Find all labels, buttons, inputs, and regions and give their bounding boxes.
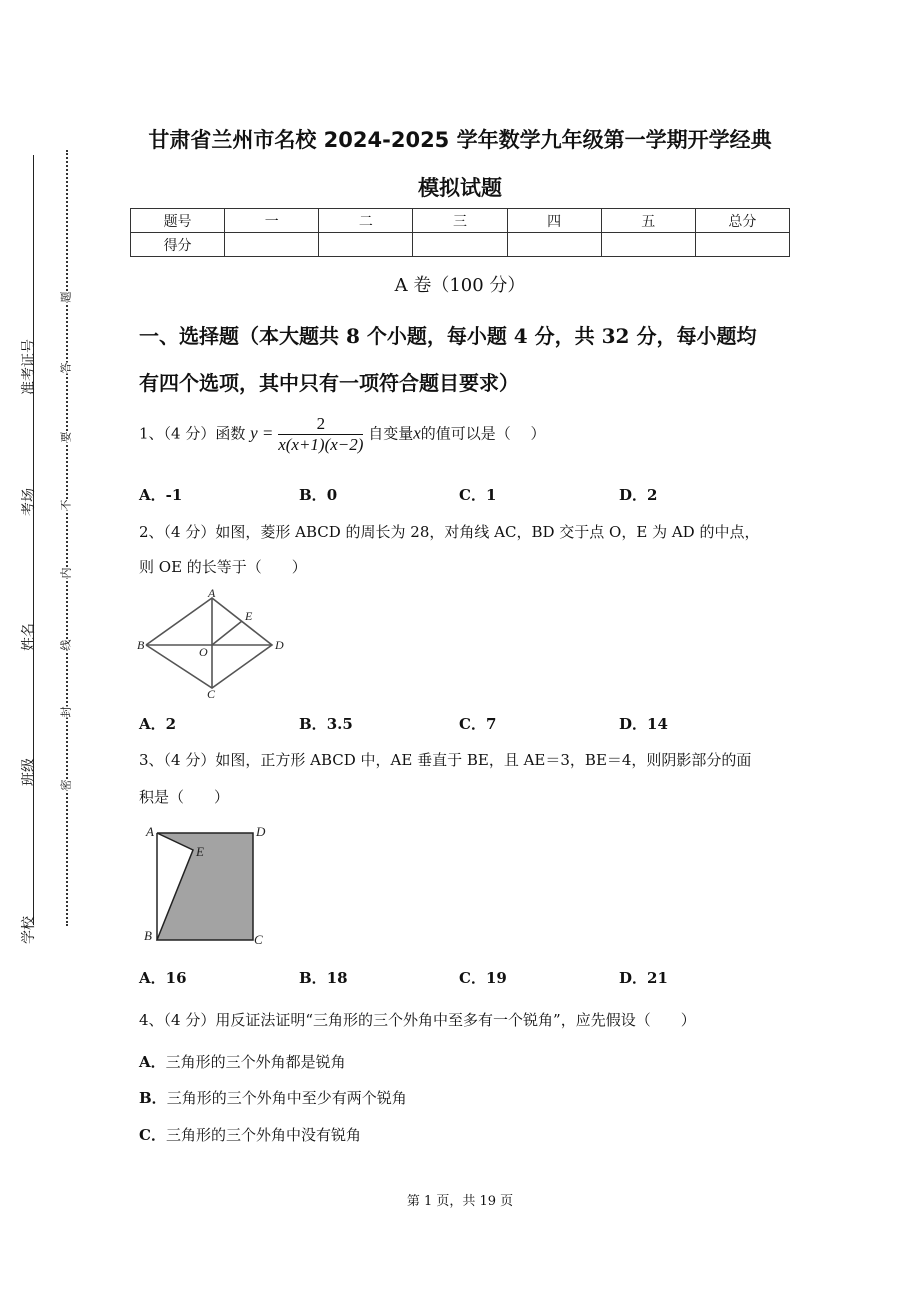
option-b: B．18 [299, 969, 348, 987]
label-d: D [275, 638, 284, 652]
question-3: 3、（4 分）如图，正方形 ABCD 中，AE 垂直于 BE，且 AE＝3，BE＝4，则阴影部分的面 [139, 751, 752, 769]
option-c: C．三角形的三个外角中没有锐角 [139, 1126, 361, 1144]
option-c: C．1 [459, 486, 497, 504]
shaded-region [157, 833, 253, 940]
page-footer: 第 1 页，共 19 页 [406, 1194, 514, 1209]
label-e: E [245, 609, 253, 623]
table-cell: 得分 [131, 233, 225, 257]
label-b: B [137, 638, 145, 652]
formula-y: y = [250, 423, 274, 443]
option-b: B．三角形的三个外角中至少有两个锐角 [139, 1089, 407, 1107]
formula-fraction [278, 414, 363, 455]
table-header-cell: 四 [507, 209, 601, 233]
seal-char: 答 [59, 362, 73, 374]
option-d: D．14 [619, 715, 668, 733]
field-class: 班级 [21, 758, 37, 786]
option-a: A．16 [139, 969, 187, 987]
table-header-cell: 题号 [131, 209, 225, 233]
option-a: A．三角形的三个外角都是锐角 [139, 1053, 346, 1071]
table-header-cell: 三 [413, 209, 507, 233]
seal-char: 内 [59, 567, 73, 579]
table-header-cell: 二 [319, 209, 413, 233]
table-cell [225, 233, 319, 257]
label-a: A [146, 824, 154, 839]
option-d: D．21 [619, 969, 668, 987]
seal-char: 线 [59, 639, 73, 651]
seal-char: 封 [59, 706, 73, 718]
option-c: C．7 [459, 715, 497, 733]
field-ticket-number: 准考证号 [21, 339, 37, 395]
question-3-line2: 积是（ ） [139, 788, 230, 806]
label-e: E [196, 844, 204, 859]
rhombus-outline [146, 598, 272, 688]
table-cell [695, 233, 789, 257]
question-text: 1、（4 分）函数 [139, 424, 246, 443]
square-figure [140, 820, 270, 950]
table-header-cell: 总分 [695, 209, 789, 233]
field-school: 学校 [21, 916, 37, 944]
option-d: D．2 [619, 486, 658, 504]
seal-char: 密 [59, 779, 73, 791]
label-c: C [254, 932, 263, 947]
question-text: 自变量 [368, 424, 414, 443]
question-2-line2: 则 OE 的长等于（ ） [139, 558, 307, 576]
fraction-denominator: x(x+1)(x−2) [278, 435, 364, 454]
page-title: 甘肃省兰州市名校 2024-2025 学年数学九年级第一学期开学经典 [148, 128, 772, 152]
seal-char: 不 [59, 499, 73, 511]
option-a: A．-1 [139, 486, 183, 504]
page-title-line2: 模拟试题 [418, 176, 502, 200]
formula-x: x [413, 423, 421, 443]
option-b: B．0 [299, 486, 338, 504]
label-d: D [256, 824, 266, 839]
seal-dotted-line [66, 150, 68, 926]
seal-char: 要 [59, 431, 73, 443]
seal-char: 题 [59, 291, 73, 303]
question-1 [139, 414, 546, 455]
table-row [131, 209, 790, 233]
score-table [130, 208, 790, 257]
question-text: 的值可以是（ ） [420, 424, 546, 443]
option-b: B．3.5 [299, 715, 353, 733]
label-o: O [199, 645, 208, 659]
table-cell [319, 233, 413, 257]
rhombus-figure [137, 586, 289, 700]
label-b: B [144, 928, 152, 943]
question-4: 4、（4 分）用反证法证明“三角形的三个外角中至多有一个锐角”，应先假设（ ） [139, 1011, 696, 1029]
field-name: 姓名 [21, 623, 37, 651]
section-heading-line2: 有四个选项，其中只有一项符合题目要求） [139, 371, 519, 395]
table-cell [507, 233, 601, 257]
option-a: A．2 [139, 715, 177, 733]
label-c: C [207, 687, 216, 700]
label-a: A [208, 586, 216, 600]
fraction-numerator: 2 [278, 414, 363, 435]
question-2: 2、（4 分）如图，菱形 ABCD 的周长为 28，对角线 AC，BD 交于点 O，E 为 AD 的中点， [139, 523, 760, 541]
segment-oe [212, 621, 242, 645]
field-exam-room: 考场 [21, 488, 37, 516]
table-header-cell: 一 [225, 209, 319, 233]
table-cell [601, 233, 695, 257]
table-cell [413, 233, 507, 257]
table-row [131, 233, 790, 257]
paper-a-heading: A 卷（100 分） [394, 275, 526, 296]
section-heading: 一、选择题（本大题共 8 个小题，每小题 4 分，共 32 分，每小题均 [139, 324, 757, 348]
option-c: C．19 [459, 969, 507, 987]
table-header-cell: 五 [601, 209, 695, 233]
